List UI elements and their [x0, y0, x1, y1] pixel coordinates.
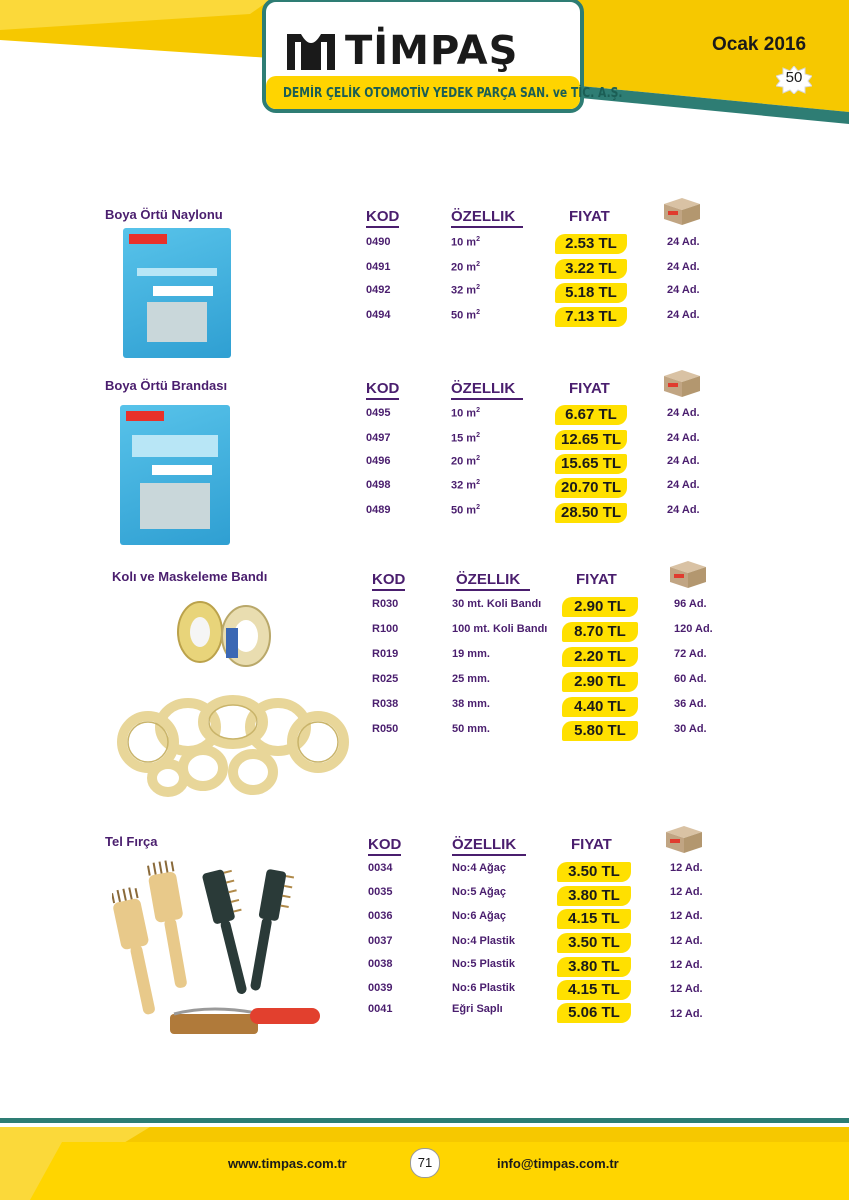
row-code: 0039: [368, 982, 393, 994]
row-code: 0037: [368, 935, 393, 947]
row-feature: 30 mt. Koli Bandı: [452, 598, 542, 610]
box-icon: [666, 559, 710, 589]
row-price: 5.06 TL: [557, 1003, 631, 1023]
column-header-feature: ÖZELLIK: [452, 836, 526, 856]
row-price: 20.70 TL: [555, 478, 627, 498]
row-price: 15.65 TL: [555, 454, 627, 474]
row-code: 0489: [366, 504, 391, 516]
row-price: 4.40 TL: [562, 697, 638, 717]
row-qty: 120 Ad.: [674, 623, 713, 635]
row-code: R038: [372, 698, 399, 710]
row-code: R019: [372, 648, 399, 660]
row-price: 3.50 TL: [557, 933, 631, 953]
footer-website-link[interactable]: www.timpas.com.tr: [228, 1156, 347, 1171]
row-feature: 38 mm.: [452, 698, 490, 710]
row-code: 0491: [366, 261, 391, 273]
row-feature: No:5 Plastik: [452, 958, 515, 970]
column-header-feature: ÖZELLIK: [451, 380, 523, 400]
row-price: 2.53 TL: [555, 234, 627, 254]
row-feature: 10 $m^2$: [451, 236, 480, 249]
row-price: 3.80 TL: [557, 957, 631, 977]
row-qty: 24 Ad.: [667, 432, 700, 444]
column-header-code: KOD: [368, 836, 401, 856]
product-image-wire-brushes: [112, 858, 337, 1054]
section-title-koli-maskeleme-bandi: Kolı ve Maskeleme Bandı: [112, 569, 268, 584]
column-header-code: KOD: [366, 208, 399, 228]
row-qty: 12 Ad.: [670, 910, 703, 922]
section-title-boya-ortu-naylonu: Boya Örtü Naylonu: [105, 207, 223, 222]
column-header-code: KOD: [372, 571, 405, 591]
row-qty: 72 Ad.: [674, 648, 707, 660]
row-qty: 60 Ad.: [674, 673, 707, 685]
row-price: 2.20 TL: [562, 647, 638, 667]
row-feature: No:5 Ağaç: [452, 886, 506, 898]
row-qty: 12 Ad.: [670, 935, 703, 947]
column-header-price: FIYAT: [571, 836, 612, 853]
box-icon: [662, 824, 706, 854]
row-feature: 20 $m^2$: [451, 455, 480, 468]
row-qty: 24 Ad.: [667, 261, 700, 273]
row-feature: 25 mm.: [452, 673, 490, 685]
row-code: 0041: [368, 1003, 393, 1015]
section-title-boya-ortu-brandasi: Boya Örtü Brandası: [105, 378, 228, 393]
row-qty: 24 Ad.: [667, 407, 700, 419]
box-icon: [660, 196, 704, 226]
row-price: 3.80 TL: [557, 886, 631, 906]
row-qty: 96 Ad.: [674, 598, 707, 610]
row-code: 0035: [368, 886, 393, 898]
row-feature: 20 $m^2$: [451, 261, 480, 274]
row-price: 8.70 TL: [562, 622, 638, 642]
row-feature: 32 $m^2$: [451, 284, 480, 297]
footer-page-number: 71: [410, 1148, 440, 1178]
brand-name: TİMPAŞ: [345, 28, 519, 74]
row-qty: 24 Ad.: [667, 309, 700, 321]
row-feature: No:6 Ağaç: [452, 910, 506, 922]
product-image-paint-cover-tarp: [120, 405, 230, 545]
row-feature: 50 $m^2$: [451, 309, 480, 322]
row-feature: 50 mm.: [452, 723, 490, 735]
row-price: 3.50 TL: [557, 862, 631, 882]
row-feature: No:4 Ağaç: [452, 862, 506, 874]
column-header-code: KOD: [366, 380, 399, 400]
product-image-paint-cover-nylon: [123, 228, 231, 358]
row-price: 28.50 TL: [555, 503, 627, 523]
row-code: 0036: [368, 910, 393, 922]
column-header-price: FIYAT: [569, 208, 610, 225]
row-qty: 24 Ad.: [667, 284, 700, 296]
page-badge-number: 50: [785, 69, 803, 86]
row-code: 0492: [366, 284, 391, 296]
product-image-tapes: [108, 592, 353, 798]
logo-mark-icon: [283, 30, 339, 74]
row-feature: 100 mt. Koli Bandı: [452, 623, 548, 635]
row-code: R050: [372, 723, 399, 735]
row-qty: 12 Ad.: [670, 1008, 703, 1020]
row-feature: Eğri Saplı: [452, 1003, 503, 1015]
row-code: 0038: [368, 958, 393, 970]
row-price: 7.13 TL: [555, 307, 627, 327]
column-header-feature: ÖZELLIK: [456, 571, 530, 591]
row-code: 0034: [368, 862, 393, 874]
row-qty: 12 Ad.: [670, 983, 703, 995]
row-qty: 30 Ad.: [674, 723, 707, 735]
company-subtitle: DEMİR ÇELİK OTOMOTİV YEDEK PARÇA SAN. ve TİC. A.Ş.: [283, 86, 623, 101]
row-price: 12.65 TL: [555, 430, 627, 450]
row-code: 0498: [366, 479, 391, 491]
row-qty: 12 Ad.: [670, 862, 703, 874]
row-code: 0490: [366, 236, 391, 248]
row-price: 5.18 TL: [555, 283, 627, 303]
column-header-feature: ÖZELLIK: [451, 208, 523, 228]
row-qty: 36 Ad.: [674, 698, 707, 710]
row-code: 0496: [366, 455, 391, 467]
row-code: R100: [372, 623, 399, 635]
row-feature: No:6 Plastik: [452, 982, 515, 994]
row-code: 0495: [366, 407, 391, 419]
row-code: R025: [372, 673, 399, 685]
row-qty: 24 Ad.: [667, 455, 700, 467]
row-price: 2.90 TL: [562, 672, 638, 692]
row-qty: 12 Ad.: [670, 886, 703, 898]
catalog-date: Ocak 2016: [712, 34, 807, 55]
row-price: 6.67 TL: [555, 405, 627, 425]
row-price: 2.90 TL: [562, 597, 638, 617]
row-price: 5.80 TL: [562, 721, 638, 741]
row-feature: 32 $m^2$: [451, 479, 480, 492]
row-code: 0494: [366, 309, 391, 321]
row-qty: 12 Ad.: [670, 959, 703, 971]
row-price: 3.22 TL: [555, 259, 627, 279]
row-qty: 24 Ad.: [667, 236, 700, 248]
footer-email-link[interactable]: info@timpas.com.tr: [497, 1156, 619, 1171]
row-feature: 10 $m^2$: [451, 407, 480, 420]
row-feature: 50 $m^2$: [451, 504, 480, 517]
column-header-price: FIYAT: [569, 380, 610, 397]
box-icon: [660, 368, 704, 398]
row-price: 4.15 TL: [557, 909, 631, 929]
row-code: 0497: [366, 432, 391, 444]
section-title-tel-firca: Tel Fırça: [105, 834, 158, 849]
column-header-price: FIYAT: [576, 571, 617, 588]
row-code: R030: [372, 598, 399, 610]
row-qty: 24 Ad.: [667, 479, 700, 491]
row-qty: 24 Ad.: [667, 504, 700, 516]
row-feature: No:4 Plastik: [452, 935, 515, 947]
row-feature: 19 mm.: [452, 648, 490, 660]
row-feature: 15 $m^2$: [451, 432, 480, 445]
row-price: 4.15 TL: [557, 980, 631, 1000]
